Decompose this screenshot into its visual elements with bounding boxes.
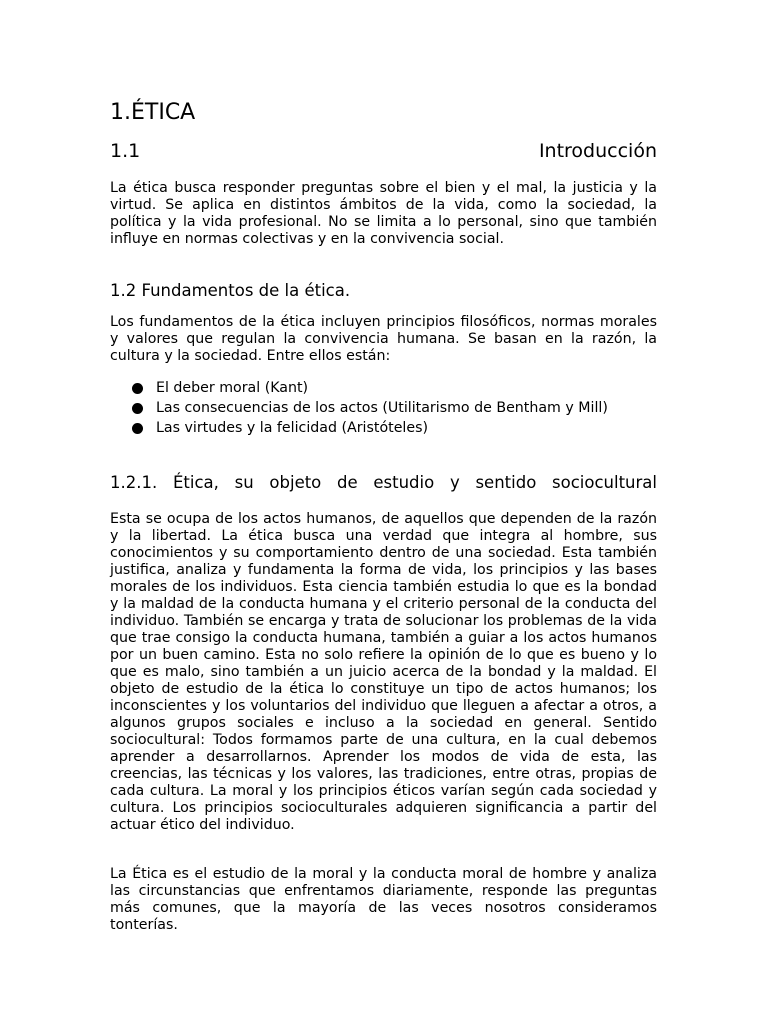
list-item — [132, 418, 608, 438]
final-paragraph: La Ética es el estudio de la moral y la conducta moral de hombre y analiza las circunstancias que enfrentamos diariamente, responde las preguntas más comunes, que la mayoría de las veces nosotros consideramos tonterías. — [110, 866, 657, 933]
intro-paragraph: La ética busca responder preguntas sobre el bien y el mal, la justicia y la virtud. Se aplica en distintos ámbitos de la vida, como la sociedad, la política y la vida profesional. No se limita a lo personal, sino que también influye en normas colectivas y en la convivencia social. — [110, 180, 657, 247]
section-1-1-heading — [110, 140, 657, 162]
list-item — [132, 378, 608, 398]
bullet-icon — [132, 403, 143, 414]
section-1-1-number: 1.1 — [110, 140, 141, 162]
list-item-text: Las consecuencias de los actos (Utilitarismo de Bentham y Mill) — [156, 400, 608, 416]
fundamentos-paragraph: Los fundamentos de la ética incluyen principios filosóficos, normas morales y valores que regulan la convivencia humana. Se basan en la razón, la cultura y la sociedad. Entre ellos están: — [110, 314, 657, 364]
fundamentos-list — [132, 378, 608, 438]
document-title: 1.ÉTICA — [110, 100, 196, 125]
section-1-2-heading: 1.2 Fundamentos de la ética. — [110, 281, 351, 300]
list-item — [132, 398, 608, 418]
list-item-text: El deber moral (Kant) — [156, 380, 309, 396]
bullet-icon — [132, 383, 143, 394]
list-item-text: Las virtudes y la felicidad (Aristóteles) — [156, 420, 429, 436]
bullet-icon — [132, 423, 143, 434]
objeto-paragraph: Esta se ocupa de los actos humanos, de aquellos que dependen de la razón y la libertad. La ética busca una verdad que integra al hombre, sus conocimientos y su comportamiento dentro de una sociedad. Esta también justifica, analiza y fundamenta la forma de vida, los principios y las bases morales de los individuos. Esta ciencia también estudia lo que es la bondad y la maldad de la conducta humana y el criterio personal de la conducta del individuo. También se encarga y trata de solucionar los problemas de la vida que trae consigo la conducta humana, también a guiar a los actos humanos por un buen camino. Esta no solo refiere la opinión de lo que es bueno y lo que es malo, sino también a un juicio acerca de la bondad y la maldad. El objeto de estudio de la ética lo constituye un tipo de actos humanos; los inconscientes y los voluntarios del individuo que lleguen a afectar a otros, a algunos grupos sociales e incluso a la sociedad en general. Sentido sociocultural: Todos formamos parte de una cultura, en la cual debemos aprender a desarrollarnos. Aprender los modos de vida de esta, las creencias, las técnicas y los valores, las tradiciones, entre otras, propias de cada cultura. La moral y los principios éticos varían según cada sociedad y cultura. Los principios socioculturales adquieren significancia a partir del actuar ético del individuo. — [110, 511, 657, 833]
section-1-1-title: Introducción — [538, 140, 657, 162]
section-1-2-1-heading: 1.2.1. Ética, su objeto de estudio y sentido sociocultural — [110, 473, 657, 492]
